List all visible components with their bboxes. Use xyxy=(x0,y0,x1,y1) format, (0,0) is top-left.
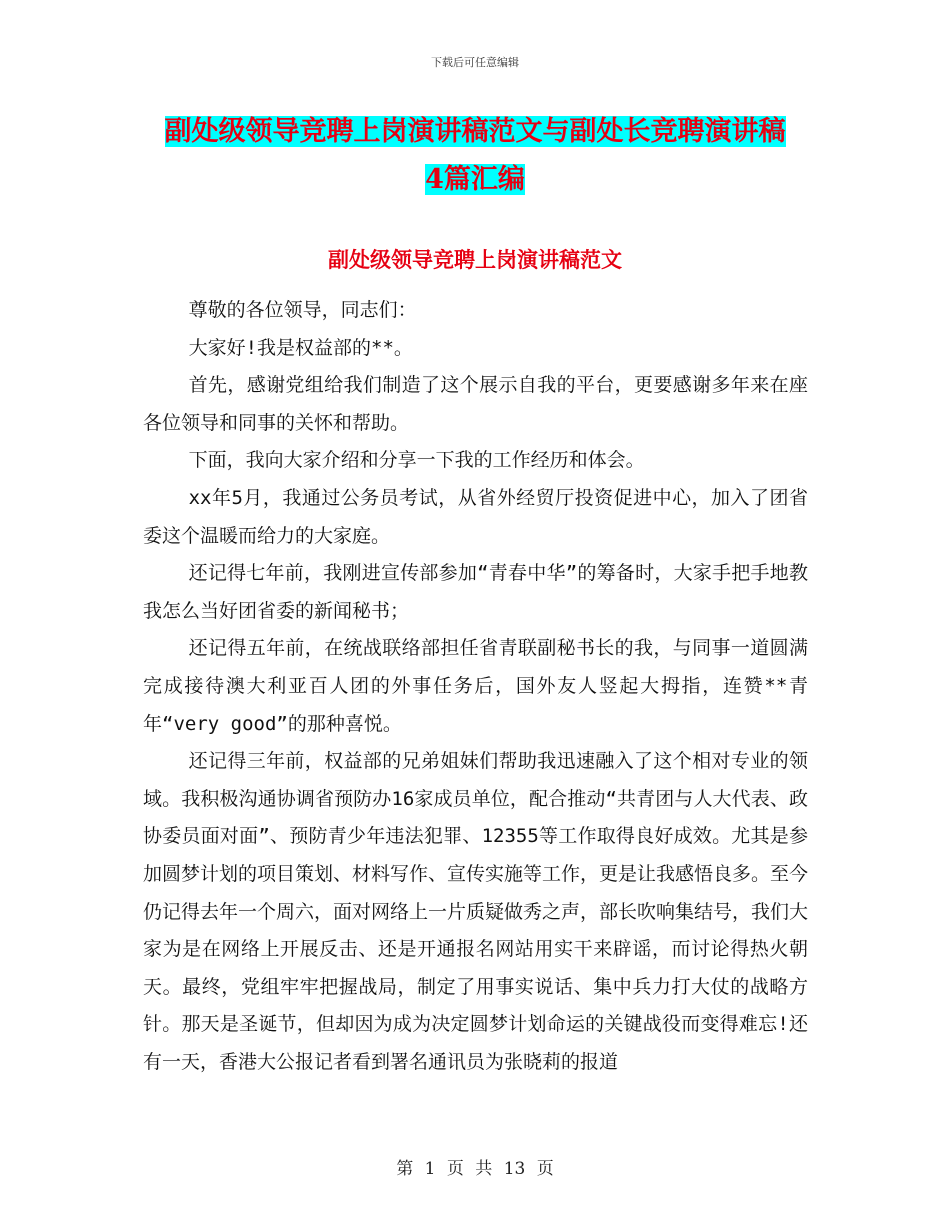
page-header: 下载后可任意编辑 xyxy=(431,56,519,69)
section-title: 副处级领导竞聘上岗演讲稿范文 xyxy=(328,247,622,272)
paragraph: 还记得三年前，权益部的兄弟姐妹们帮助我迅速融入了这个相对专业的领域。我积极沟通协调省预防办16家成员单位，配合推动“共青团与人大代表、政协委员面对面”、预防青少年违法犯罪、12355等工作取得良好成效。尤其是参加圆梦计划的项目策划、材料写作、宣传实施等工作，更是让我感悟良多。至今仍记得去年一个周六，面对网络上一片质疑做秀之声，部长吹响集结号，我们大家为是在网络上开展反击、还是开通报名网站用实干来辟谣，而讨论得热火朝天。最终，党组牢牢把握战局，制定了用事实说话、集中兵力打大仗的战略方针。那天是圣诞节，但却因为成为决定圆梦计划命运的关键战役而变得难忘!还有一天，香港大公报记者看到署名通讯员为张晓莉的报道 xyxy=(143,750,809,1073)
paragraph: 还记得五年前，在统战联络部担任省青联副秘书长的我，与同事一道圆满完成接待澳大利亚百人团的外事任务后，国外友人竖起大拇指，连赞**青年“very good”的那种喜悦。 xyxy=(143,637,808,735)
paragraph: 首先，感谢党组给我们制造了这个展示自我的平台，更要感谢多年来在座各位领导和同事的关怀和帮助。 xyxy=(143,374,808,434)
body-text xyxy=(143,292,808,1081)
title-line-2: 4篇汇编 xyxy=(425,164,525,195)
paragraph: 下面，我向大家介绍和分享一下我的工作经历和体会。 xyxy=(188,449,645,472)
document-title xyxy=(80,108,870,204)
paragraph: 大家好!我是权益部的**。 xyxy=(188,336,413,359)
page-footer: 第 1 页 共 13 页 xyxy=(396,1159,554,1179)
paragraph: 尊敬的各位领导，同志们： xyxy=(188,299,417,321)
paragraph: xx年5月，我通过公务员考试，从省外经贸厅投资促进中心，加入了团省委这个温暖而给力的大家庭。 xyxy=(143,486,808,547)
title-line-1: 副处级领导竞聘上岗演讲稿范文与副处长竞聘演讲稿 xyxy=(164,116,786,147)
paragraph: 还记得七年前，我刚进宣传部参加“青春中华”的筹备时，大家手把手地教我怎么当好团省委的新闻秘书； xyxy=(143,562,808,622)
